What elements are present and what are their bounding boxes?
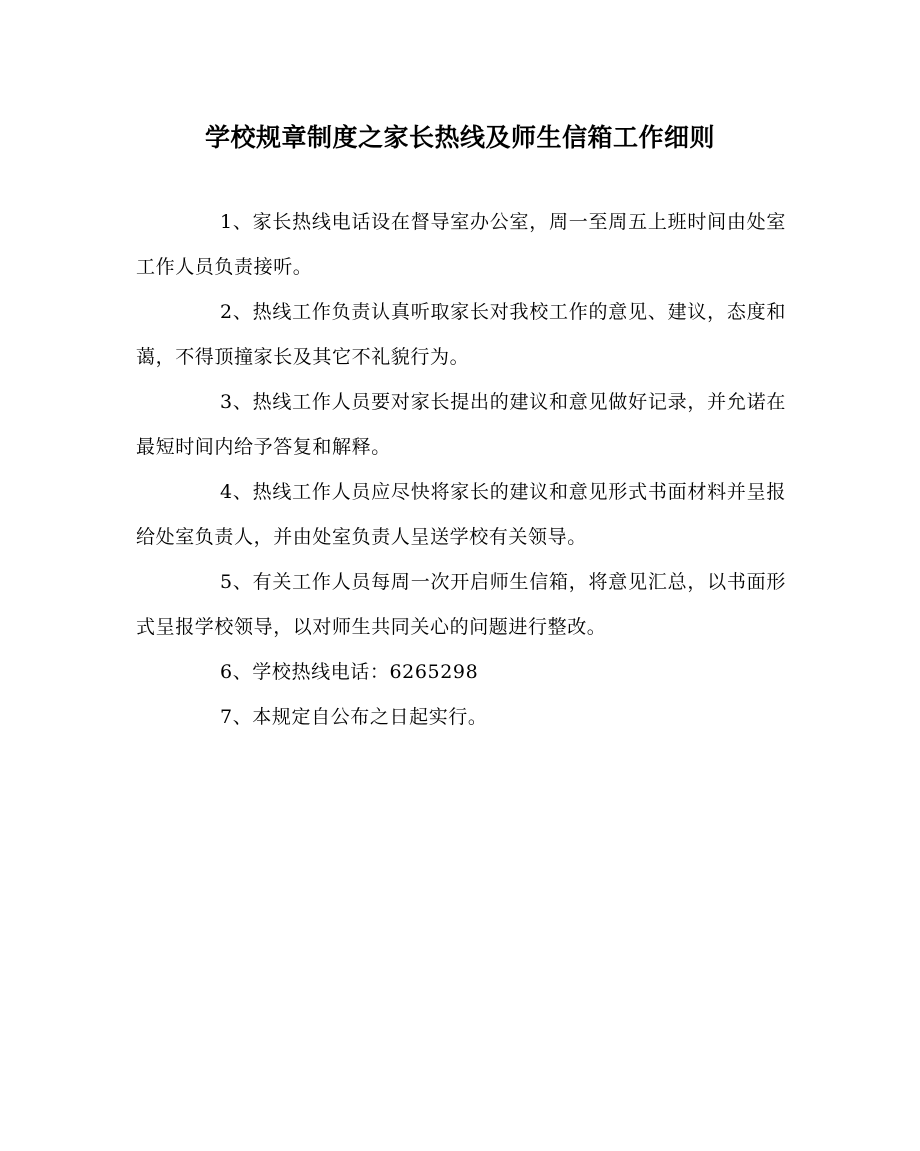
document-title: 学校规章制度之家长热线及师生信箱工作细则 bbox=[204, 123, 715, 152]
paragraph-5: 5、有关工作人员每周一次开启师生信箱，将意见汇总，以书面形式呈报学校领导，以对师生共同关心的问题进行整改。 bbox=[136, 571, 786, 638]
paragraph-4: 4、热线工作人员应尽快将家长的建议和意见形式书面材料并呈报给处室负责人，并由处室负责人呈送学校有关领导。 bbox=[136, 481, 786, 548]
document-body bbox=[136, 200, 786, 740]
paragraph-7: 7、本规定自公布之日起实行。 bbox=[220, 706, 488, 728]
paragraph-1: 1、家长热线电话设在督导室办公室，周一至周五上班时间由处室工作人员负责接听。 bbox=[136, 211, 786, 278]
paragraph-2: 2、热线工作负责认真听取家长对我校工作的意见、建议，态度和蔼，不得顶撞家长及其它不礼貌行为。 bbox=[136, 301, 786, 368]
paragraph-3: 3、热线工作人员要对家长提出的建议和意见做好记录，并允诺在最短时间内给予答复和解释。 bbox=[136, 391, 786, 458]
paragraph-6: 6、学校热线电话：6265298 bbox=[220, 661, 479, 683]
